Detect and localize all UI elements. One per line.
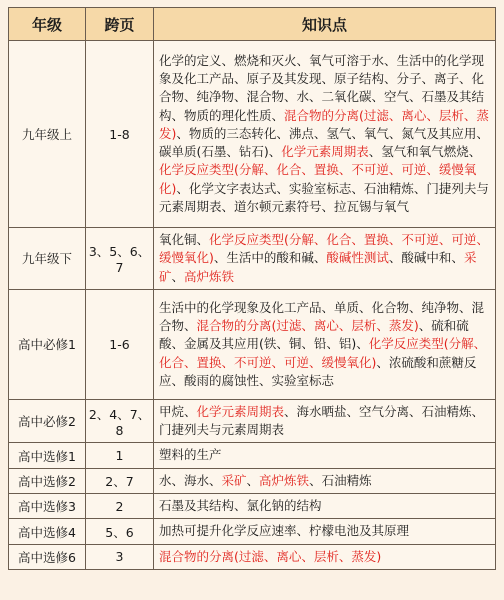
- highlighted-text: 高炉炼铁: [184, 268, 235, 284]
- table-row: [9, 399, 496, 443]
- grade-cell: 高中选修3: [9, 494, 86, 519]
- table-row: [9, 228, 496, 290]
- knowledge-text: 、酸碱中和、: [388, 250, 464, 266]
- knowledge-cell: [154, 494, 496, 519]
- pages-cell: 1-6: [86, 289, 154, 399]
- pages-cell: 5、6: [86, 519, 154, 544]
- pages-cell: 2、4、7、8: [86, 399, 154, 443]
- knowledge-text: 氧化铜、: [159, 232, 210, 247]
- table-row: [9, 519, 496, 544]
- highlighted-text: 混合物的分离(过滤、离心、层析、蒸发): [159, 107, 489, 141]
- knowledge-cell: [154, 468, 496, 493]
- knowledge-text: 生活中的化学现象及化工产品、单质、化合物、纯净物、混合物、: [159, 299, 485, 333]
- knowledge-cell: [154, 289, 496, 399]
- highlighted-text: 化学反应类型(分解、化合、置换、不可逆、可逆、缓慢氧化): [159, 162, 477, 196]
- grade-cell: 九年级上: [9, 41, 86, 228]
- knowledge-text: 加热可提升化学反应速率、柠檬电池及其原理: [159, 523, 410, 539]
- grade-cell: 高中选修2: [9, 468, 86, 493]
- pages-cell: 1-8: [86, 41, 154, 228]
- knowledge-cell: [154, 544, 496, 569]
- grade-cell: 高中选修1: [9, 443, 86, 468]
- curriculum-table: [8, 7, 496, 570]
- header-row: [9, 8, 496, 41]
- header-grade: 年级: [9, 8, 86, 41]
- pages-cell: 3、5、6、7: [86, 228, 154, 290]
- knowledge-text: 、硫和硫酸、金属及其应用(铁、铜、铅、铝)、: [159, 317, 469, 352]
- knowledge-cell: [154, 519, 496, 544]
- grade-cell: 高中必修2: [9, 399, 86, 443]
- knowledge-text: 、: [171, 268, 185, 284]
- pages-cell: 1: [86, 443, 154, 468]
- knowledge-text: 水、海水、: [159, 472, 222, 488]
- knowledge-cell: [154, 228, 496, 290]
- knowledge-cell: [154, 443, 496, 468]
- knowledge-text: 塑料的生产: [159, 447, 222, 463]
- highlighted-text: 高炉炼铁: [259, 472, 310, 488]
- pages-cell: 3: [86, 544, 154, 569]
- grade-cell: 高中必修1: [9, 289, 86, 399]
- knowledge-text: 甲烷、: [159, 403, 197, 419]
- pages-cell: 2: [86, 494, 154, 519]
- table-row: [9, 468, 496, 493]
- knowledge-text: 、浓硫酸和蔗糖反应、酸雨的腐蚀性、实验室标志: [159, 354, 477, 388]
- highlighted-text: 化学反应类型(分解、化合、置换、不可逆、可逆、缓慢氧化): [159, 336, 487, 370]
- knowledge-text: 化学的定义、燃烧和灭火、氧气可溶于水、生活中的化学现象及化工产品、原子及其发现、原子结构、分子、离子、化合物、纯净物、混合物、水、二氧化碳、空气、石墨及其结构、物质的理化性质、: [159, 52, 485, 123]
- knowledge-text: 、化学文字表达式、实验室标志、石油精炼、门捷列夫与元素周期表、道尔顿元素符号、拉瓦锡与氧气: [159, 180, 489, 215]
- header-knowledge: 知识点: [154, 8, 496, 41]
- knowledge-text: 、氢气和氧气燃烧、: [368, 144, 482, 160]
- grade-cell: 九年级下: [9, 228, 86, 290]
- highlighted-text: 化学元素周期表: [196, 403, 285, 419]
- table-body: [9, 41, 496, 570]
- grade-cell: 高中选修6: [9, 544, 86, 569]
- table-row: [9, 289, 496, 399]
- table-row: [9, 544, 496, 569]
- knowledge-text: 、: [246, 472, 260, 488]
- knowledge-text: 、海水晒盐、空气分离、石油精炼、门捷列夫与元素周期表: [159, 403, 485, 438]
- pages-cell: 2、7: [86, 468, 154, 493]
- knowledge-text: 、物质的三态转化、沸点、氢气、氧气、氮气及其应用、碳单质(石墨、钻石)、: [159, 125, 489, 160]
- highlighted-text: 酸碱性测试: [326, 250, 389, 266]
- knowledge-cell: [154, 41, 496, 228]
- grade-cell: 高中选修4: [9, 519, 86, 544]
- knowledge-cell: [154, 399, 496, 443]
- highlighted-text: 混合物的分离(过滤、离心、层析、蒸发): [159, 548, 382, 564]
- knowledge-text: 、生活中的酸和碱、: [213, 250, 327, 266]
- curriculum-table-container: [8, 7, 495, 570]
- knowledge-text: 石墨及其结构、氯化钠的结构: [159, 498, 322, 514]
- table-row: [9, 41, 496, 228]
- knowledge-text: 、石油精炼: [309, 472, 372, 488]
- highlighted-text: 化学元素周期表: [281, 144, 369, 160]
- highlighted-text: 混合物的分离(过滤、离心、层析、蒸发): [196, 317, 419, 333]
- table-row: [9, 494, 496, 519]
- highlighted-text: 采矿: [221, 472, 247, 488]
- table-row: [9, 443, 496, 468]
- highlighted-text: 化学反应类型(分解、化合、置换、不可逆、可逆、缓慢氧化): [159, 232, 489, 266]
- highlighted-text: 采矿: [159, 250, 477, 284]
- header-pages: 跨页: [86, 8, 154, 41]
